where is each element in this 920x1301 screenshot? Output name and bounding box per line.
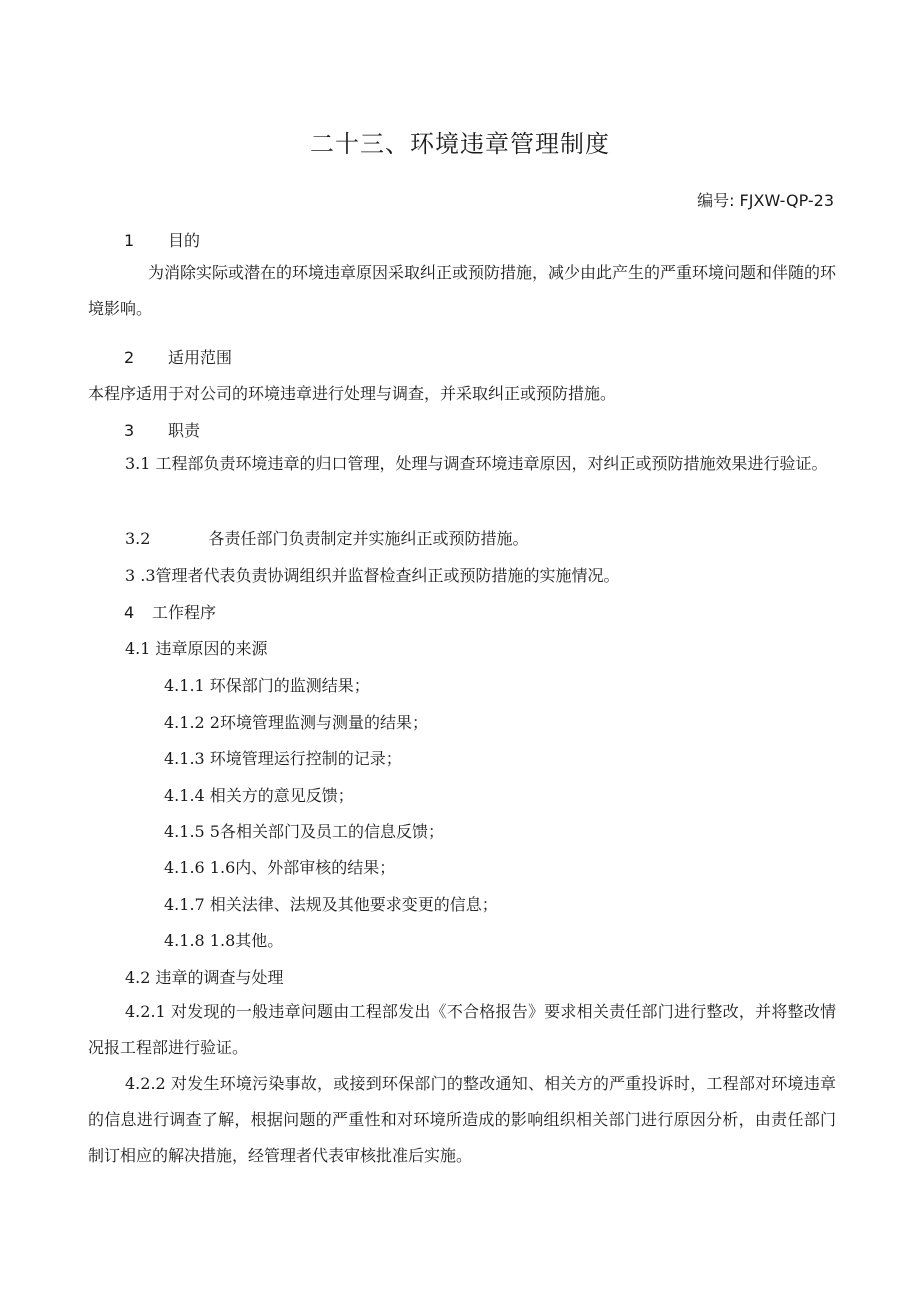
section-number: 3	[124, 421, 135, 440]
duty-item-3-2	[125, 526, 528, 549]
section-number: 1	[124, 231, 135, 250]
list-item: 4.1.5 5各相关部门及员工的信息反馈；	[164, 822, 444, 841]
item-number: 3.2	[125, 529, 151, 548]
procedure-4-2-1: 4.2.1 对发现的一般违章问题由工程部发出《不合格报告》要求相关责任部门进行整改，并将整改情况报工程部进行验证。	[88, 1002, 836, 1057]
section-title: 职责	[168, 421, 201, 440]
subsection-4-1: 4.1 违章原因的来源	[125, 639, 268, 658]
list-item: 4.1.2 2环境管理监测与测量的结果；	[164, 713, 428, 732]
document-code: 编号: FJXW-QP-23	[697, 191, 834, 210]
duty-item-3-1: 3.1 工程部负责环境违章的归口管理，处理与调查环境违章原因，对纠正或预防措施效果进行验证。	[125, 454, 828, 473]
section-heading-2	[124, 345, 232, 368]
list-item: 4.1.3 环境管理运行控制的记录；	[164, 749, 402, 768]
scope-paragraph: 本程序适用于对公司的环境违章进行处理与调查，并采取纠正或预防措施。	[88, 384, 617, 403]
list-item: 4.1.4 相关方的意见反馈；	[164, 786, 354, 805]
purpose-paragraph: 为消除实际或潜在的环境违章原因采取纠正或预防措施，减少由此产生的严重环境问题和伴随的环境影响。	[88, 263, 837, 318]
section-heading-1	[124, 228, 200, 251]
document-title: 二十三、环境违章管理制度	[310, 130, 610, 158]
duty-item-3-3: 3 .3管理者代表负责协调组织并监督检查纠正或预防措施的实施情况。	[125, 566, 620, 585]
section-title: 目的	[168, 231, 201, 250]
item-text: 各责任部门负责制定并实施纠正或预防措施。	[208, 529, 529, 548]
list-item: 4.1.1 环保部门的监测结果；	[164, 676, 370, 695]
section-heading-4	[124, 600, 216, 623]
section-number: 2	[124, 348, 135, 367]
subsection-4-2: 4.2 违章的调查与处理	[125, 968, 284, 987]
section-number: 4	[124, 603, 135, 622]
section-title: 适用范围	[168, 348, 233, 367]
procedure-4-2-2: 4.2.2 对发生环境污染事故，或接到环保部门的整改通知、相关方的严重投诉时，工程部对环境违章的信息进行调查了解，根据问题的严重性和对环境所造成的影响组织相关部门进行原因分析，由责任部门制订相应的解决措施，经管理者代表审核批准后实施。	[88, 1074, 836, 1165]
list-item: 4.1.8 1.8其他。	[164, 931, 284, 950]
list-item: 4.1.6 1.6内、外部审核的结果；	[164, 858, 396, 877]
list-item: 4.1.7 相关法律、法规及其他要求变更的信息；	[164, 895, 498, 914]
section-heading-3	[124, 418, 200, 441]
section-title: 工作程序	[152, 603, 217, 622]
